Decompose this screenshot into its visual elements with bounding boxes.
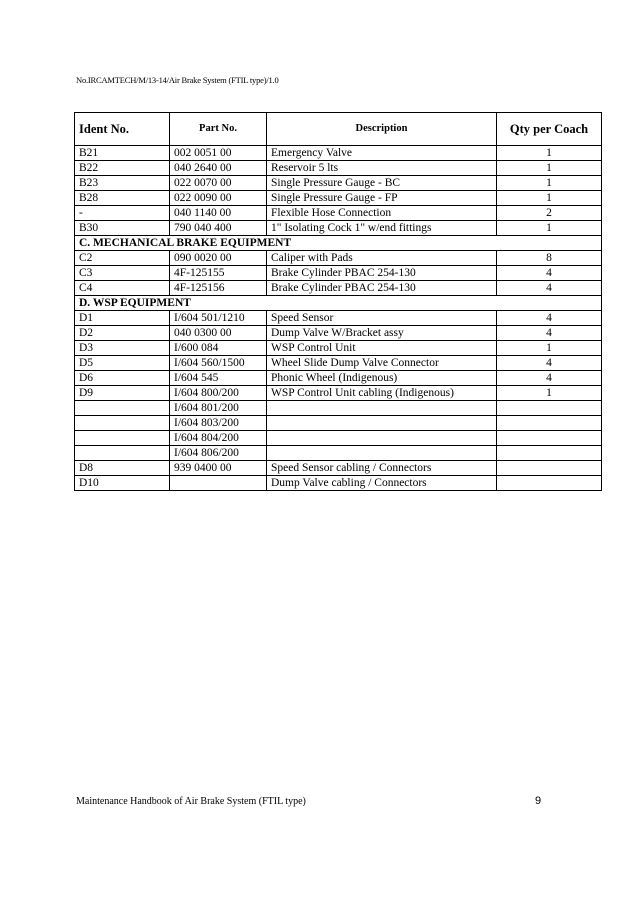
cell-ident: C2 [75,251,170,266]
cell-ident: D10 [75,476,170,491]
table-row [75,221,602,236]
cell-ident: D6 [75,371,170,386]
cell-ident: D5 [75,356,170,371]
cell-ident: B21 [75,146,170,161]
cell-ident [75,401,170,416]
cell-description [267,416,497,431]
table-row [75,161,602,176]
column-header-part: Part No. [170,113,267,146]
cell-qty: 4 [497,311,602,326]
cell-ident [75,431,170,446]
cell-description: Brake Cylinder PBAC 254-130 [267,281,497,296]
cell-description [267,431,497,446]
cell-description: Single Pressure Gauge - BC [267,176,497,191]
section-title: C. MECHANICAL BRAKE EQUIPMENT [75,236,602,251]
cell-part-no: 4F-125155 [170,266,267,281]
cell-ident: B22 [75,161,170,176]
cell-description: 1" Isolating Cock 1" w/end fittings [267,221,497,236]
cell-description: Emergency Valve [267,146,497,161]
cell-part-no: I/604 803/200 [170,416,267,431]
cell-description: Dump Valve W/Bracket assy [267,326,497,341]
cell-ident: D1 [75,311,170,326]
cell-ident: D2 [75,326,170,341]
table-row [75,326,602,341]
cell-qty: 4 [497,371,602,386]
table-row [75,266,602,281]
cell-description: Phonic Wheel (Indigenous) [267,371,497,386]
cell-qty: 8 [497,251,602,266]
cell-part-no: I/604 801/200 [170,401,267,416]
table-row [75,176,602,191]
cell-part-no: I/604 806/200 [170,446,267,461]
cell-qty: 2 [497,206,602,221]
footer-title: Maintenance Handbook of Air Brake System (FTIL type) [76,796,306,807]
table-row [75,311,602,326]
cell-part-no: 022 0090 00 [170,191,267,206]
cell-description: Brake Cylinder PBAC 254-130 [267,266,497,281]
cell-description: Caliper with Pads [267,251,497,266]
cell-description: Wheel Slide Dump Valve Connector [267,356,497,371]
table-row [75,206,602,221]
cell-part-no: I/604 545 [170,371,267,386]
section-title: D. WSP EQUIPMENT [75,296,602,311]
cell-qty [497,416,602,431]
cell-qty: 1 [497,161,602,176]
column-header-ident: Ident No. [75,113,170,146]
cell-ident: B28 [75,191,170,206]
cell-part-no: 939 0400 00 [170,461,267,476]
cell-qty: 4 [497,266,602,281]
document-reference: No.IRCAMTECH/M/13-14/Air Brake System (FTIL type)/1.0 [76,75,279,85]
table-row [75,386,602,401]
cell-ident: D8 [75,461,170,476]
cell-qty: 1 [497,176,602,191]
table-row [75,461,602,476]
cell-ident: C3 [75,266,170,281]
cell-part-no: 002 0051 00 [170,146,267,161]
section-heading-mechanical [75,236,602,251]
cell-qty: 1 [497,221,602,236]
cell-description: Flexible Hose Connection [267,206,497,221]
table-row [75,281,602,296]
column-header-description: Description [267,113,497,146]
cell-qty [497,431,602,446]
cell-description: Speed Sensor [267,311,497,326]
cell-part-no: 040 1140 00 [170,206,267,221]
cell-description: WSP Control Unit cabling (Indigenous) [267,386,497,401]
cell-ident: - [75,206,170,221]
section-heading-wsp [75,296,602,311]
table-row [75,251,602,266]
parts-table [74,112,602,491]
cell-qty: 4 [497,281,602,296]
table-row [75,401,602,416]
cell-description: Reservoir 5 lts [267,161,497,176]
cell-ident: D3 [75,341,170,356]
cell-ident [75,416,170,431]
table-row [75,191,602,206]
page-number: 9 [535,795,542,807]
cell-ident [75,446,170,461]
cell-ident: B30 [75,221,170,236]
table-row [75,446,602,461]
table-row [75,146,602,161]
table-row [75,356,602,371]
column-header-qty: Qty per Coach [497,113,602,146]
cell-qty [497,401,602,416]
cell-part-no: I/600 084 [170,341,267,356]
cell-ident: B23 [75,176,170,191]
cell-part-no: I/604 560/1500 [170,356,267,371]
cell-qty: 1 [497,146,602,161]
cell-ident: C4 [75,281,170,296]
cell-part-no: 040 0300 00 [170,326,267,341]
cell-description [267,401,497,416]
table-row [75,371,602,386]
cell-qty: 4 [497,356,602,371]
cell-description: WSP Control Unit [267,341,497,356]
cell-qty [497,476,602,491]
table-row [75,416,602,431]
cell-part-no: I/604 501/1210 [170,311,267,326]
cell-part-no: 4F-125156 [170,281,267,296]
cell-part-no: 022 0070 00 [170,176,267,191]
cell-description: Speed Sensor cabling / Connectors [267,461,497,476]
cell-description: Single Pressure Gauge - FP [267,191,497,206]
cell-qty: 1 [497,341,602,356]
cell-qty: 1 [497,191,602,206]
table-header-row [75,113,602,146]
table-row [75,341,602,356]
cell-description [267,446,497,461]
table-row [75,431,602,446]
cell-part-no: I/604 800/200 [170,386,267,401]
cell-part-no: 090 0020 00 [170,251,267,266]
cell-part-no: I/604 804/200 [170,431,267,446]
cell-ident: D9 [75,386,170,401]
cell-qty: 1 [497,386,602,401]
cell-qty: 4 [497,326,602,341]
cell-part-no [170,476,267,491]
cell-part-no: 790 040 400 [170,221,267,236]
cell-qty [497,446,602,461]
cell-part-no: 040 2640 00 [170,161,267,176]
table-row [75,476,602,491]
cell-qty [497,461,602,476]
cell-description: Dump Valve cabling / Connectors [267,476,497,491]
